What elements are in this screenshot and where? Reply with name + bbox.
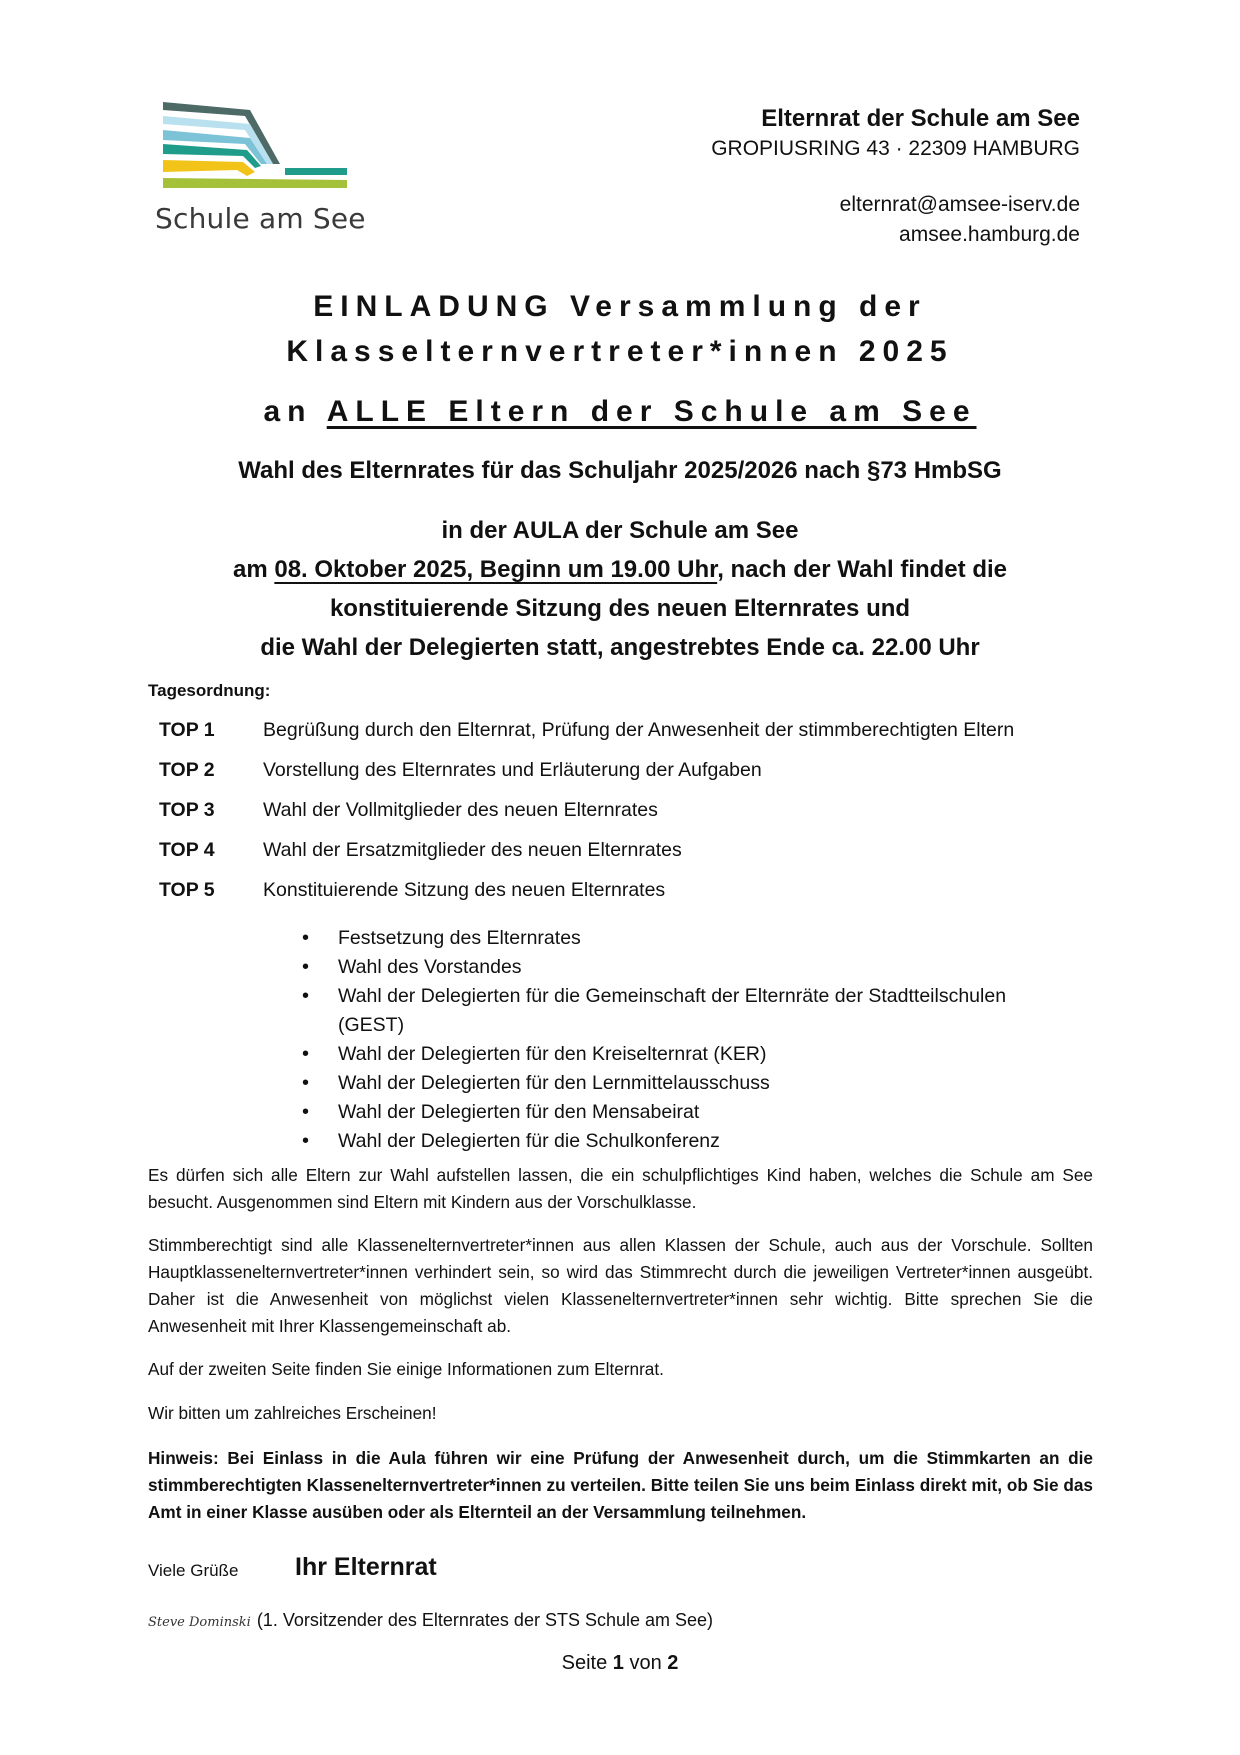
agenda-item-text: Vorstellung des Elternrates und Erläuterung der Aufgaben (263, 759, 762, 781)
letterhead (711, 104, 1080, 250)
agenda-subitem: • Wahl der Delegierten für den Kreiselternrat (KER) (302, 1040, 1138, 1069)
agenda-item-text: Wahl der Ersatzmitglieder des neuen Elternrates (263, 839, 682, 861)
title-line-3-emphasis: ALLE Eltern der Schule am See (326, 395, 977, 428)
event-sitzung-line: konstituierende Sitzung des neuen Elternrates und (329, 595, 911, 622)
title-line-3-prefix: an (263, 395, 327, 428)
page-current: 1 (612, 1652, 624, 1674)
agenda-item (159, 839, 682, 862)
organization-name: Elternrat der Schule am See (761, 105, 1080, 132)
agenda-item (159, 719, 1014, 742)
agenda-subitem: • Wahl des Vorstandes (302, 953, 1138, 982)
agenda-item (159, 879, 665, 902)
subtitle: Wahl des Elternrates für das Schuljahr 2025/2026 nach §73 HmbSG (238, 457, 1002, 484)
page-number (0, 1652, 1240, 1675)
event-date: 08. Oktober 2025, Beginn um 19.00 Uhr (274, 556, 718, 583)
agenda-item-number: TOP 1 (159, 719, 215, 741)
event-details (0, 511, 1240, 667)
agenda-item-number: TOP 2 (159, 759, 215, 781)
agenda-item-text: Begrüßung durch den Elternrat, Prüfung der Anwesenheit der stimmberechtigten Eltern (263, 719, 1015, 741)
agenda-item-text: Wahl der Vollmitglieder des neuen Elternrates (263, 799, 658, 821)
paragraph-eligibility: Es dürfen sich alle Eltern zur Wahl aufstellen lassen, die ein schulpflichtiges Kind haben, welches die Schule am See besucht. Ausgenommen sind Eltern mit Kindern aus der Vorschulklasse. (148, 1165, 1093, 1212)
signature-role: (1. Vorsitzender des Elternrates der STS Schule am See) (256, 1610, 714, 1630)
agenda-subitems (302, 924, 1138, 1156)
agenda-item-number: TOP 5 (159, 879, 215, 901)
logo-text: Schule am See (155, 202, 366, 235)
paragraph-voting-rights: Stimmberechtigt sind alle Klassenelternvertreter*innen aus allen Klassen der Schule, auch aus der Vorschule. Sollten Hauptklassenelternvertreter*innen verhindert sein, so wird das Stimmrecht durch die jeweiligen Vertreter*innen ausgeübt. Daher ist die Anwesenheit von möglichst vielen Klassenelternvertreter*innen sehr wichtig. Bitte sprechen Sie die Anwesenheit mit Ihrer Klassengemeinschaft ab. (148, 1235, 1093, 1336)
school-logo (155, 98, 375, 235)
website: amsee.hamburg.de (899, 223, 1080, 246)
agenda-item (159, 759, 762, 782)
paragraph-second-page: Auf der zweiten Seite finden Sie einige Informationen zum Elternrat. (148, 1359, 664, 1379)
page-label: Seite (561, 1652, 608, 1674)
agenda-subitem: • Festsetzung des Elternrates (302, 924, 1138, 953)
paragraph-hinweis: Hinweis: Bei Einlass in die Aula führen wir eine Prüfung der Anwesenheit durch, um die Stimmkarten an die stimmberechtigten Klassenelternvertreter*innen zu verteilen. Bitte teilen Sie uns beim Einlass direkt mit, ob Sie das Amt in einer Klasse ausüben oder als Elternteil an der Versammlung teilnehmen. (148, 1448, 1093, 1522)
page-separator: von (629, 1652, 662, 1674)
title-line-2: Klasselternvertreter*innen 2025 (286, 335, 954, 368)
agenda-subitem: • Wahl der Delegierten für den Lernmittelausschuss (302, 1069, 1138, 1098)
event-end-line: die Wahl der Delegierten statt, angestrebtes Ende ca. 22.00 Uhr (260, 634, 980, 661)
signature-line (148, 1610, 713, 1631)
greeting: Viele Grüße (148, 1561, 239, 1580)
agenda-item-number: TOP 3 (159, 799, 215, 821)
agenda-subitem: • Wahl der Delegierten für die Schulkonferenz (302, 1127, 1138, 1156)
event-location: in der AULA der Schule am See (441, 517, 799, 544)
signature: Steve Dominski (148, 1615, 251, 1630)
agenda-item (159, 799, 658, 822)
page-total: 2 (667, 1652, 679, 1674)
title-line-3 (0, 395, 1240, 429)
agenda-item-text: Konstituierende Sitzung des neuen Elternrates (263, 879, 666, 901)
logo-stripes-icon (155, 98, 355, 190)
paragraph-appeal: Wir bitten um zahlreiches Erscheinen! (148, 1403, 437, 1423)
agenda-item-number: TOP 4 (159, 839, 215, 861)
sender-name: Ihr Elternrat (295, 1553, 437, 1581)
agenda-subitem: • Wahl der Delegierten für die Gemeinschaft der Elternräte der Stadtteilschulen (GEST) (302, 982, 1068, 1040)
agenda-subitem: • Wahl der Delegierten für den Mensabeirat (302, 1098, 1138, 1127)
date-prefix: am (232, 556, 275, 583)
agenda-heading: Tagesordnung: (148, 681, 271, 700)
address: GROPIUSRING 43 · 22309 HAMBURG (711, 137, 1080, 160)
date-suffix: , nach der Wahl findet die (717, 556, 1007, 583)
email-address: elternrat@amsee-iserv.de (839, 193, 1080, 216)
event-date-line (0, 550, 1240, 589)
title-line-1: EINLADUNG Versammlung der (313, 290, 927, 323)
